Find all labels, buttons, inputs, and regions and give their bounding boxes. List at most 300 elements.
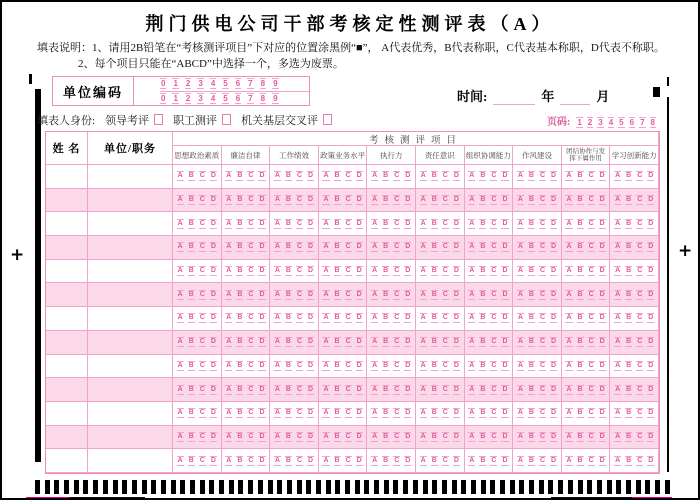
- option-bubble-D[interactable]: D: [648, 456, 654, 464]
- option-bubble-D[interactable]: D: [259, 409, 265, 417]
- option-bubble-A[interactable]: A: [372, 409, 378, 417]
- option-bubble-C[interactable]: C: [491, 409, 497, 417]
- option-bubble-A[interactable]: A: [615, 243, 621, 251]
- option-bubble-B[interactable]: B: [528, 196, 534, 204]
- option-bubble-B[interactable]: B: [237, 432, 243, 440]
- option-bubble-B[interactable]: B: [383, 243, 389, 251]
- option-bubble-C[interactable]: C: [588, 409, 594, 417]
- option-bubble-B[interactable]: B: [431, 243, 437, 251]
- option-bubble-D[interactable]: D: [599, 290, 605, 298]
- option-bubble-C[interactable]: C: [296, 338, 303, 346]
- option-bubble-C[interactable]: C: [491, 361, 497, 369]
- name-cell[interactable]: [46, 307, 88, 331]
- option-bubble-D[interactable]: D: [502, 219, 508, 227]
- option-bubble-B[interactable]: B: [480, 409, 486, 417]
- option-bubble-A[interactable]: A: [226, 432, 232, 440]
- option-bubble-B[interactable]: B: [285, 219, 291, 227]
- option-bubble-B[interactable]: B: [285, 314, 291, 322]
- option-bubble-D[interactable]: D: [648, 243, 654, 251]
- option-bubble-B[interactable]: B: [626, 338, 632, 346]
- option-bubble-A[interactable]: A: [274, 432, 280, 440]
- option-bubble-A[interactable]: A: [566, 219, 572, 227]
- option-bubble-C[interactable]: C: [199, 172, 205, 180]
- option-bubble-A[interactable]: A: [226, 385, 232, 393]
- option-bubble-D[interactable]: D: [551, 409, 557, 417]
- option-bubble-C[interactable]: C: [539, 267, 546, 275]
- option-bubble-B[interactable]: B: [285, 409, 291, 417]
- option-bubble-D[interactable]: D: [356, 409, 362, 417]
- option-bubble-B[interactable]: B: [577, 267, 583, 275]
- option-bubble-B[interactable]: B: [285, 432, 291, 440]
- option-bubble-B[interactable]: B: [626, 243, 632, 251]
- option-bubble-A[interactable]: A: [566, 243, 572, 251]
- option-bubble-C[interactable]: C: [248, 267, 254, 275]
- option-bubble-A[interactable]: A: [566, 385, 572, 393]
- option-bubble-B[interactable]: B: [626, 409, 632, 417]
- option-bubble-B[interactable]: B: [334, 196, 340, 204]
- option-bubble-D[interactable]: D: [599, 314, 605, 322]
- option-bubble-A[interactable]: A: [274, 314, 280, 322]
- option-bubble-B[interactable]: B: [237, 219, 243, 227]
- option-bubble-D[interactable]: D: [648, 267, 654, 275]
- option-bubble-D[interactable]: D: [453, 219, 459, 227]
- option-bubble-A[interactable]: A: [177, 338, 183, 346]
- option-bubble-C[interactable]: C: [588, 290, 594, 298]
- option-bubble-D[interactable]: D: [502, 172, 508, 180]
- option-bubble-A[interactable]: A: [420, 267, 426, 275]
- option-bubble-C[interactable]: C: [296, 314, 303, 322]
- option-bubble-B[interactable]: B: [431, 456, 437, 464]
- option-bubble-B[interactable]: B: [237, 290, 243, 298]
- option-bubble-C[interactable]: C: [296, 219, 303, 227]
- unit-code-digit-bubble-4[interactable]: 4: [210, 79, 216, 89]
- option-bubble-C[interactable]: C: [345, 338, 351, 346]
- option-bubble-C[interactable]: C: [296, 361, 303, 369]
- option-bubble-C[interactable]: C: [539, 243, 546, 251]
- option-bubble-B[interactable]: B: [237, 385, 243, 393]
- option-bubble-B[interactable]: B: [188, 385, 194, 393]
- option-bubble-D[interactable]: D: [502, 385, 508, 393]
- option-bubble-B[interactable]: B: [577, 456, 583, 464]
- option-bubble-D[interactable]: D: [259, 361, 265, 369]
- option-bubble-B[interactable]: B: [480, 196, 486, 204]
- option-bubble-C[interactable]: C: [491, 338, 497, 346]
- option-bubble-A[interactable]: A: [372, 314, 378, 322]
- option-bubble-A[interactable]: A: [177, 196, 183, 204]
- option-bubble-C[interactable]: C: [442, 409, 448, 417]
- option-bubble-B[interactable]: B: [480, 314, 486, 322]
- option-bubble-D[interactable]: D: [599, 361, 605, 369]
- option-bubble-C[interactable]: C: [296, 385, 303, 393]
- option-bubble-D[interactable]: D: [259, 338, 265, 346]
- option-bubble-C[interactable]: C: [442, 361, 448, 369]
- option-bubble-A[interactable]: A: [177, 314, 183, 322]
- option-bubble-A[interactable]: A: [469, 196, 475, 204]
- option-bubble-D[interactable]: D: [210, 409, 216, 417]
- option-bubble-B[interactable]: B: [528, 243, 534, 251]
- option-bubble-D[interactable]: D: [599, 456, 605, 464]
- option-bubble-D[interactable]: D: [210, 432, 216, 440]
- option-bubble-D[interactable]: D: [453, 290, 459, 298]
- option-bubble-B[interactable]: B: [383, 361, 389, 369]
- option-bubble-B[interactable]: B: [285, 290, 291, 298]
- option-bubble-C[interactable]: C: [296, 172, 303, 180]
- option-bubble-A[interactable]: A: [177, 409, 183, 417]
- option-bubble-B[interactable]: B: [334, 243, 340, 251]
- option-bubble-D[interactable]: D: [453, 361, 459, 369]
- option-bubble-A[interactable]: A: [469, 314, 475, 322]
- option-bubble-D[interactable]: D: [308, 432, 314, 440]
- unit-code-digit-bubble-0[interactable]: 0: [161, 79, 166, 89]
- option-bubble-B[interactable]: B: [334, 409, 340, 417]
- option-bubble-C[interactable]: C: [199, 385, 205, 393]
- unit-code-digit-bubble-7[interactable]: 7: [248, 93, 253, 103]
- option-bubble-D[interactable]: D: [308, 456, 314, 464]
- option-bubble-A[interactable]: A: [274, 290, 280, 298]
- option-bubble-C[interactable]: C: [394, 338, 400, 346]
- option-bubble-B[interactable]: B: [480, 338, 486, 346]
- option-bubble-C[interactable]: C: [442, 338, 448, 346]
- option-bubble-D[interactable]: D: [453, 267, 459, 275]
- unit-position-cell[interactable]: [88, 236, 173, 260]
- option-bubble-C[interactable]: C: [296, 243, 303, 251]
- option-bubble-B[interactable]: B: [480, 432, 486, 440]
- option-bubble-C[interactable]: C: [199, 409, 205, 417]
- name-cell[interactable]: [46, 189, 88, 213]
- unit-code-digit-bubble-2[interactable]: 2: [185, 79, 191, 89]
- option-bubble-B[interactable]: B: [626, 385, 632, 393]
- option-bubble-B[interactable]: B: [626, 456, 632, 464]
- option-bubble-C[interactable]: C: [442, 290, 448, 298]
- option-bubble-D[interactable]: D: [648, 290, 654, 298]
- option-bubble-A[interactable]: A: [517, 409, 523, 417]
- option-bubble-D[interactable]: D: [405, 385, 411, 393]
- option-bubble-A[interactable]: A: [274, 243, 280, 251]
- option-bubble-A[interactable]: A: [517, 385, 523, 393]
- option-bubble-C[interactable]: C: [248, 432, 254, 440]
- option-bubble-C[interactable]: C: [491, 172, 497, 180]
- option-bubble-C[interactable]: C: [442, 456, 448, 464]
- option-bubble-A[interactable]: A: [420, 314, 426, 322]
- option-bubble-D[interactable]: D: [551, 243, 557, 251]
- option-bubble-A[interactable]: A: [615, 456, 621, 464]
- option-bubble-C[interactable]: C: [296, 456, 303, 464]
- option-bubble-A[interactable]: A: [323, 196, 329, 204]
- option-bubble-D[interactable]: D: [356, 456, 362, 464]
- option-bubble-B[interactable]: B: [431, 338, 437, 346]
- option-bubble-D[interactable]: D: [502, 361, 508, 369]
- option-bubble-C[interactable]: C: [345, 196, 351, 204]
- option-bubble-A[interactable]: A: [566, 290, 572, 298]
- unit-position-cell[interactable]: [88, 378, 173, 402]
- option-bubble-D[interactable]: D: [405, 314, 411, 322]
- page-digit-bubble-5[interactable]: 5: [619, 118, 624, 127]
- option-bubble-C[interactable]: C: [248, 385, 254, 393]
- option-bubble-B[interactable]: B: [431, 409, 437, 417]
- option-bubble-D[interactable]: D: [599, 172, 605, 180]
- option-bubble-C[interactable]: C: [248, 196, 254, 204]
- page-digit-bubble-2[interactable]: 2: [587, 118, 593, 127]
- option-bubble-C[interactable]: C: [539, 456, 546, 464]
- option-bubble-B[interactable]: B: [334, 290, 340, 298]
- option-bubble-C[interactable]: C: [491, 196, 497, 204]
- name-cell[interactable]: [46, 331, 88, 355]
- option-bubble-A[interactable]: A: [566, 338, 572, 346]
- option-bubble-C[interactable]: C: [637, 456, 643, 464]
- option-bubble-A[interactable]: A: [615, 338, 621, 346]
- option-bubble-C[interactable]: C: [588, 314, 594, 322]
- option-bubble-C[interactable]: C: [442, 243, 448, 251]
- option-bubble-C[interactable]: C: [588, 243, 594, 251]
- option-bubble-C[interactable]: C: [345, 267, 351, 275]
- option-bubble-A[interactable]: A: [372, 290, 378, 298]
- option-bubble-A[interactable]: A: [420, 196, 426, 204]
- option-bubble-C[interactable]: C: [637, 361, 643, 369]
- option-bubble-B[interactable]: B: [577, 361, 583, 369]
- option-bubble-A[interactable]: A: [274, 172, 280, 180]
- option-bubble-A[interactable]: A: [615, 432, 621, 440]
- option-bubble-A[interactable]: A: [566, 409, 572, 417]
- option-bubble-A[interactable]: A: [226, 456, 232, 464]
- option-bubble-C[interactable]: C: [588, 196, 594, 204]
- option-bubble-A[interactable]: A: [469, 243, 475, 251]
- option-bubble-C[interactable]: C: [588, 456, 594, 464]
- option-bubble-C[interactable]: C: [394, 243, 400, 251]
- option-bubble-D[interactable]: D: [648, 314, 654, 322]
- option-bubble-C[interactable]: C: [296, 196, 303, 204]
- option-bubble-D[interactable]: D: [405, 196, 411, 204]
- option-bubble-A[interactable]: A: [226, 338, 232, 346]
- name-cell[interactable]: [46, 355, 88, 379]
- option-bubble-D[interactable]: D: [599, 385, 605, 393]
- option-bubble-D[interactable]: D: [308, 196, 314, 204]
- unit-code-digit-bubble-8[interactable]: 8: [260, 93, 266, 103]
- option-bubble-A[interactable]: A: [615, 219, 621, 227]
- option-bubble-A[interactable]: A: [469, 409, 475, 417]
- option-bubble-D[interactable]: D: [648, 409, 654, 417]
- option-bubble-C[interactable]: C: [248, 409, 254, 417]
- option-bubble-A[interactable]: A: [615, 361, 621, 369]
- option-bubble-C[interactable]: C: [539, 338, 546, 346]
- option-bubble-A[interactable]: A: [177, 385, 183, 393]
- option-bubble-B[interactable]: B: [431, 267, 437, 275]
- option-bubble-B[interactable]: B: [528, 409, 534, 417]
- option-bubble-B[interactable]: B: [334, 172, 340, 180]
- option-bubble-C[interactable]: C: [539, 219, 546, 227]
- option-bubble-C[interactable]: C: [248, 338, 254, 346]
- option-bubble-A[interactable]: A: [372, 385, 378, 393]
- option-bubble-C[interactable]: C: [345, 219, 351, 227]
- option-bubble-D[interactable]: D: [210, 361, 216, 369]
- option-bubble-A[interactable]: A: [372, 267, 378, 275]
- option-bubble-A[interactable]: A: [274, 385, 280, 393]
- option-bubble-A[interactable]: A: [372, 196, 378, 204]
- option-bubble-B[interactable]: B: [383, 456, 389, 464]
- option-bubble-B[interactable]: B: [285, 338, 291, 346]
- option-bubble-A[interactable]: A: [323, 409, 329, 417]
- option-bubble-A[interactable]: A: [323, 456, 329, 464]
- option-bubble-C[interactable]: C: [539, 432, 546, 440]
- option-bubble-C[interactable]: C: [491, 243, 497, 251]
- option-bubble-C[interactable]: C: [199, 432, 205, 440]
- option-bubble-B[interactable]: B: [285, 196, 291, 204]
- option-bubble-D[interactable]: D: [210, 385, 216, 393]
- option-bubble-C[interactable]: C: [248, 456, 254, 464]
- page-digit-bubble-6[interactable]: 6: [629, 118, 635, 127]
- option-bubble-A[interactable]: A: [420, 290, 426, 298]
- option-bubble-D[interactable]: D: [551, 267, 557, 275]
- option-bubble-C[interactable]: C: [539, 385, 546, 393]
- option-bubble-B[interactable]: B: [188, 219, 194, 227]
- name-cell[interactable]: [46, 402, 88, 426]
- option-bubble-D[interactable]: D: [551, 172, 557, 180]
- unit-position-cell[interactable]: [88, 331, 173, 355]
- option-bubble-B[interactable]: B: [237, 196, 243, 204]
- option-bubble-C[interactable]: C: [345, 172, 351, 180]
- option-bubble-A[interactable]: A: [517, 219, 523, 227]
- option-bubble-A[interactable]: A: [226, 361, 232, 369]
- option-bubble-B[interactable]: B: [334, 314, 340, 322]
- option-bubble-B[interactable]: B: [285, 361, 291, 369]
- option-bubble-D[interactable]: D: [648, 385, 654, 393]
- option-bubble-D[interactable]: D: [210, 267, 216, 275]
- option-bubble-B[interactable]: B: [237, 456, 243, 464]
- option-bubble-C[interactable]: C: [539, 361, 546, 369]
- option-bubble-D[interactable]: D: [405, 409, 411, 417]
- option-bubble-D[interactable]: D: [210, 243, 216, 251]
- option-bubble-C[interactable]: C: [394, 432, 400, 440]
- option-bubble-A[interactable]: A: [469, 338, 475, 346]
- option-bubble-B[interactable]: B: [237, 409, 243, 417]
- option-bubble-C[interactable]: C: [539, 172, 546, 180]
- page-digit-bubble-3[interactable]: 3: [598, 118, 603, 127]
- option-bubble-B[interactable]: B: [383, 409, 389, 417]
- option-bubble-B[interactable]: B: [528, 290, 534, 298]
- option-bubble-B[interactable]: B: [480, 290, 486, 298]
- option-bubble-A[interactable]: A: [420, 361, 426, 369]
- option-bubble-B[interactable]: B: [188, 361, 194, 369]
- unit-code-digit-bubble-3[interactable]: 3: [198, 79, 203, 89]
- option-bubble-C[interactable]: C: [199, 314, 205, 322]
- option-bubble-D[interactable]: D: [599, 219, 605, 227]
- option-bubble-D[interactable]: D: [502, 314, 508, 322]
- option-bubble-C[interactable]: C: [588, 361, 594, 369]
- option-bubble-A[interactable]: A: [323, 385, 329, 393]
- option-bubble-D[interactable]: D: [502, 338, 508, 346]
- option-bubble-B[interactable]: B: [480, 361, 486, 369]
- option-bubble-C[interactable]: C: [637, 196, 643, 204]
- option-bubble-B[interactable]: B: [431, 219, 437, 227]
- option-bubble-D[interactable]: D: [648, 196, 654, 204]
- option-bubble-C[interactable]: C: [345, 314, 351, 322]
- option-bubble-C[interactable]: C: [199, 290, 205, 298]
- option-bubble-A[interactable]: A: [177, 267, 183, 275]
- option-bubble-A[interactable]: A: [372, 219, 378, 227]
- option-bubble-C[interactable]: C: [637, 314, 643, 322]
- option-bubble-C[interactable]: C: [345, 409, 351, 417]
- option-bubble-B[interactable]: B: [431, 172, 437, 180]
- option-bubble-C[interactable]: C: [345, 432, 351, 440]
- option-bubble-B[interactable]: B: [528, 267, 534, 275]
- option-bubble-B[interactable]: B: [431, 290, 437, 298]
- option-bubble-A[interactable]: A: [177, 432, 183, 440]
- option-bubble-D[interactable]: D: [551, 314, 557, 322]
- option-bubble-D[interactable]: D: [599, 432, 605, 440]
- option-bubble-A[interactable]: A: [517, 172, 523, 180]
- option-bubble-A[interactable]: A: [420, 385, 426, 393]
- option-bubble-A[interactable]: A: [469, 290, 475, 298]
- option-bubble-A[interactable]: A: [566, 172, 572, 180]
- option-bubble-D[interactable]: D: [453, 196, 459, 204]
- option-bubble-B[interactable]: B: [285, 456, 291, 464]
- option-bubble-C[interactable]: C: [199, 456, 205, 464]
- option-bubble-C[interactable]: C: [637, 172, 643, 180]
- option-bubble-B[interactable]: B: [334, 456, 340, 464]
- option-bubble-A[interactable]: A: [517, 432, 523, 440]
- unit-code-digit-bubble-5[interactable]: 5: [223, 79, 228, 89]
- option-bubble-A[interactable]: A: [420, 219, 426, 227]
- option-bubble-D[interactable]: D: [259, 196, 265, 204]
- option-bubble-D[interactable]: D: [210, 219, 216, 227]
- option-bubble-B[interactable]: B: [334, 361, 340, 369]
- option-bubble-A[interactable]: A: [615, 267, 621, 275]
- option-bubble-D[interactable]: D: [599, 267, 605, 275]
- option-bubble-C[interactable]: C: [345, 385, 351, 393]
- option-bubble-D[interactable]: D: [308, 338, 314, 346]
- name-cell[interactable]: [46, 283, 88, 307]
- option-bubble-B[interactable]: B: [577, 196, 583, 204]
- option-bubble-B[interactable]: B: [528, 338, 534, 346]
- option-bubble-B[interactable]: B: [383, 432, 389, 440]
- option-bubble-D[interactable]: D: [210, 338, 216, 346]
- option-bubble-C[interactable]: C: [394, 290, 400, 298]
- option-bubble-A[interactable]: A: [615, 385, 621, 393]
- option-bubble-B[interactable]: B: [528, 361, 534, 369]
- option-bubble-A[interactable]: A: [469, 361, 475, 369]
- option-bubble-D[interactable]: D: [551, 432, 557, 440]
- option-bubble-A[interactable]: A: [274, 196, 280, 204]
- option-bubble-B[interactable]: B: [577, 172, 583, 180]
- unit-position-cell[interactable]: [88, 402, 173, 426]
- unit-code-digit-bubble-1[interactable]: 1: [173, 93, 178, 103]
- option-bubble-D[interactable]: D: [259, 267, 265, 275]
- option-bubble-B[interactable]: B: [626, 432, 632, 440]
- option-bubble-D[interactable]: D: [551, 338, 557, 346]
- option-bubble-A[interactable]: A: [177, 456, 183, 464]
- identity-checkbox-3[interactable]: [323, 114, 332, 125]
- option-bubble-D[interactable]: D: [453, 172, 459, 180]
- option-bubble-C[interactable]: C: [296, 267, 303, 275]
- option-bubble-D[interactable]: D: [405, 361, 411, 369]
- option-bubble-C[interactable]: C: [588, 338, 594, 346]
- option-bubble-C[interactable]: C: [637, 267, 643, 275]
- option-bubble-C[interactable]: C: [637, 385, 643, 393]
- option-bubble-C[interactable]: C: [588, 385, 594, 393]
- option-bubble-C[interactable]: C: [442, 314, 448, 322]
- option-bubble-B[interactable]: B: [528, 219, 534, 227]
- option-bubble-A[interactable]: A: [226, 219, 232, 227]
- option-bubble-C[interactable]: C: [588, 172, 594, 180]
- option-bubble-B[interactable]: B: [431, 314, 437, 322]
- option-bubble-B[interactable]: B: [237, 172, 243, 180]
- option-bubble-A[interactable]: A: [177, 172, 183, 180]
- unit-position-cell[interactable]: [88, 283, 173, 307]
- option-bubble-D[interactable]: D: [502, 290, 508, 298]
- option-bubble-B[interactable]: B: [383, 219, 389, 227]
- option-bubble-A[interactable]: A: [226, 196, 232, 204]
- option-bubble-A[interactable]: A: [615, 409, 621, 417]
- page-digit-bubble-1[interactable]: 1: [577, 118, 582, 127]
